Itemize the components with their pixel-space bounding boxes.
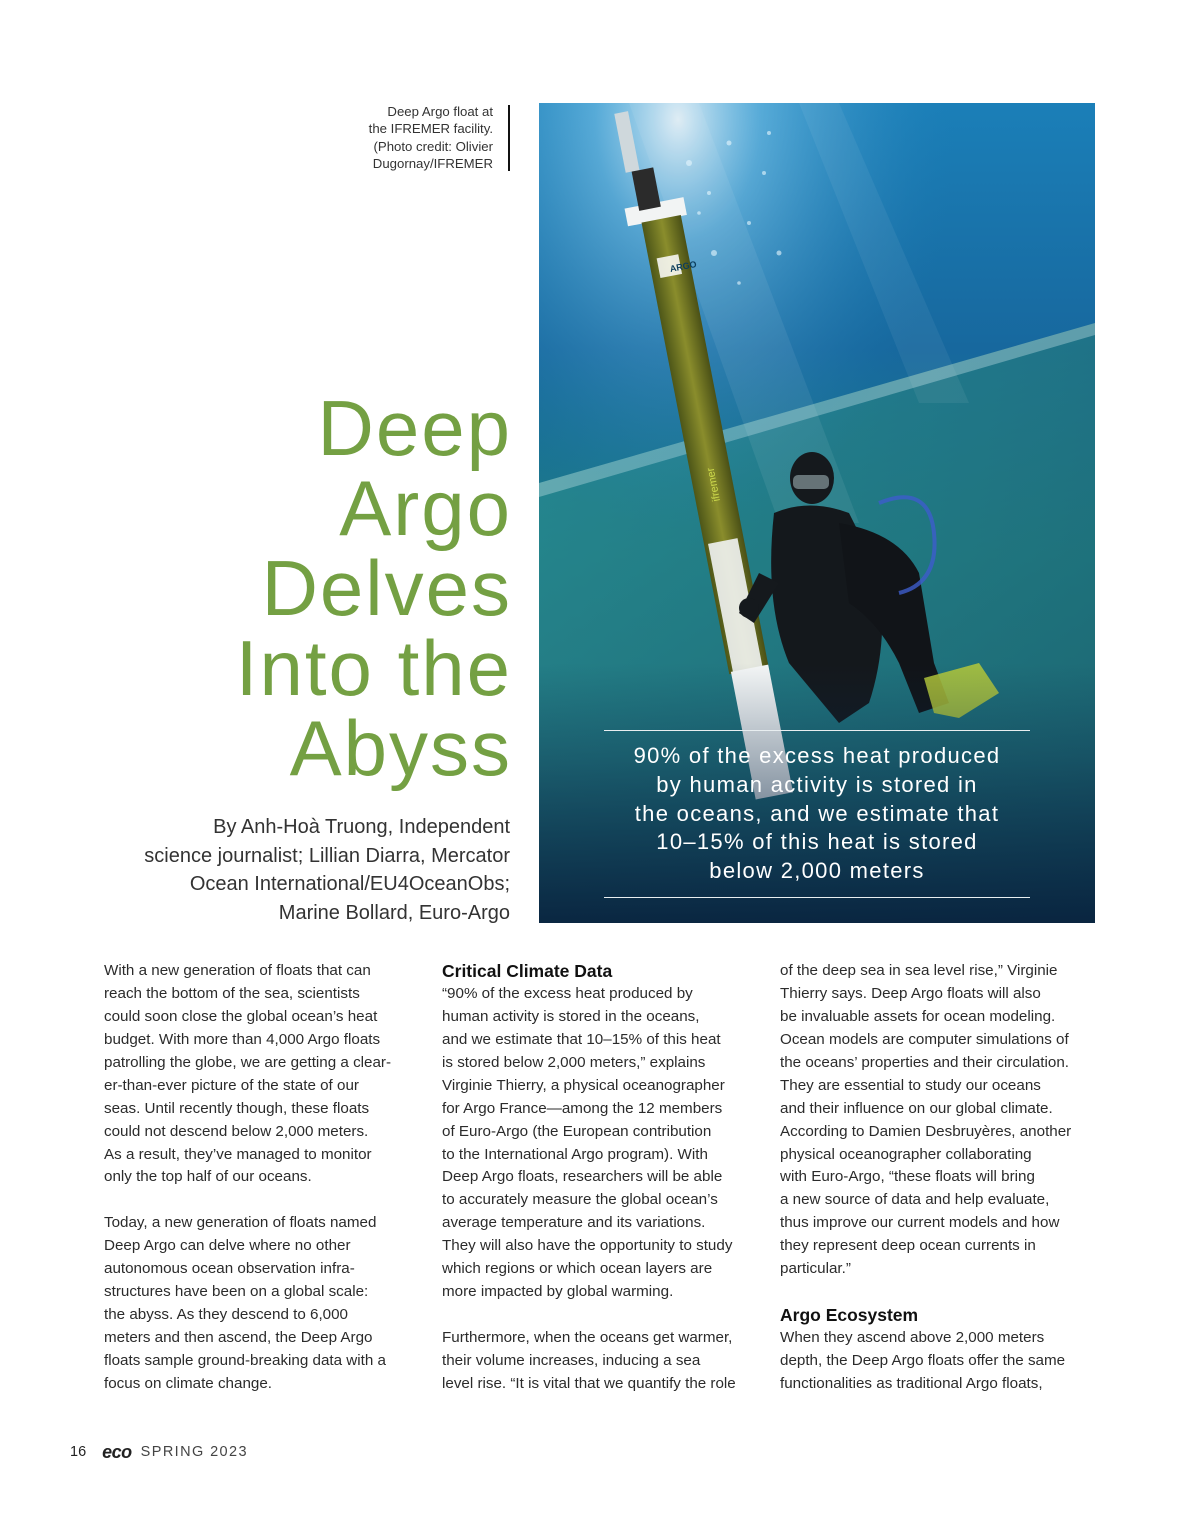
body-line: patrolling the globe, we are getting a clear- xyxy=(104,1053,392,1071)
body-line: budget. With more than 4,000 Argo floats xyxy=(104,1030,381,1048)
body-line: for Argo France—among the 12 members xyxy=(442,1099,723,1117)
float-label-argo: ARGO xyxy=(668,259,698,274)
body-line: is stored below 2,000 meters,” explains xyxy=(442,1053,706,1071)
body-line: and we estimate that 10–15% of this heat xyxy=(442,1030,721,1048)
page-footer xyxy=(70,1441,248,1463)
body-line: Furthermore, when the oceans get warmer, xyxy=(442,1329,733,1346)
article-headline xyxy=(150,384,512,792)
caption-line: (Photo credit: Olivier xyxy=(373,138,493,154)
body-line: With a new generation of floats that can xyxy=(104,962,371,979)
headline-line: Deep xyxy=(317,384,512,472)
body-line: “90% of the excess heat produced by xyxy=(442,984,693,1002)
body-line: could soon close the global ocean’s heat xyxy=(104,1007,378,1025)
caption-line: Dugornay/IFREMER xyxy=(372,155,493,171)
byline-line: Marine Bollard, Euro-Argo xyxy=(278,901,510,924)
issue-label: SPRING 2023 xyxy=(140,1444,248,1460)
body-line: Today, a new generation of floats named xyxy=(104,1214,377,1232)
body-line: the oceans’ properties and their circulation. xyxy=(780,1053,1070,1071)
body-line: level rise. “It is vital that we quantify the role xyxy=(442,1374,736,1392)
pullquote xyxy=(604,742,1030,886)
body-line: functionalities as traditional Argo floats, xyxy=(780,1374,1043,1392)
body-line: they represent deep ocean currents in xyxy=(780,1237,1036,1255)
byline-line: Ocean International/EU4OceanObs; xyxy=(189,873,510,895)
body-line: particular.” xyxy=(780,1260,851,1278)
paragraph-gap xyxy=(780,1281,1100,1304)
pullquote-line: 10–15% of this heat is stored xyxy=(656,829,978,855)
body-line: could not descend below 2,000 meters. xyxy=(104,1122,369,1140)
caption-line: Deep Argo float at xyxy=(387,104,493,119)
body-line: meters and then ascend, the Deep Argo xyxy=(104,1329,373,1346)
body-line: focus on climate change. xyxy=(104,1374,273,1392)
body-line: They will also have the opportunity to study xyxy=(442,1237,733,1255)
caption-divider xyxy=(508,105,510,171)
body-line: seas. Until recently though, these floats xyxy=(104,1099,370,1117)
body-line: to accurately measure the global ocean’s xyxy=(442,1191,718,1209)
body-line: floats sample ground-breaking data with a xyxy=(104,1351,386,1369)
headline-line: Abyss xyxy=(289,704,512,792)
pullquote-rule-top xyxy=(604,730,1030,731)
float-label-ifremer: ifremer xyxy=(704,466,723,503)
body-column-2 xyxy=(442,960,762,1396)
body-line: of Euro-Argo (the European contribution xyxy=(442,1122,712,1140)
body-line: more impacted by global warming. xyxy=(442,1283,674,1301)
body-line: the abyss. As they descend to 6,000 xyxy=(104,1306,349,1324)
body-line: Deep Argo can delve where no other xyxy=(104,1237,351,1255)
body-line: only the top half of our oceans. xyxy=(104,1168,312,1186)
body-line: physical oceanographer collaborating xyxy=(780,1145,1032,1163)
body-line: of the deep sea in sea level rise,” Virginie xyxy=(780,962,1058,979)
body-line: and their influence on our global climate. xyxy=(780,1099,1053,1117)
body-line: structures have been on a global scale: xyxy=(104,1283,369,1301)
body-line: human activity is stored in the oceans, xyxy=(442,1007,700,1025)
body-line: Deep Argo floats, researchers will be able xyxy=(442,1168,723,1186)
magazine-logo: eco xyxy=(102,1441,132,1462)
body-line: They are essential to study our oceans xyxy=(780,1076,1041,1094)
body-column-3 xyxy=(780,960,1100,1396)
section-heading-critical-climate-data: Critical Climate Data xyxy=(442,961,613,981)
headline-line: Delves xyxy=(261,544,512,632)
body-line: with Euro-Argo, “these floats will bring xyxy=(780,1168,1035,1186)
body-column-1 xyxy=(104,960,424,1396)
pullquote-rule-bottom xyxy=(604,897,1030,898)
paragraph-gap xyxy=(442,1304,762,1327)
byline-line: By Anh-Hoà Truong, Independent xyxy=(213,816,510,838)
byline-line: science journalist; Lillian Diarra, Mercator xyxy=(144,844,510,867)
paragraph-gap xyxy=(104,1189,424,1212)
pullquote-line: below 2,000 meters xyxy=(709,858,925,884)
pullquote-line: the oceans, and we estimate that xyxy=(634,800,1000,826)
body-line: reach the bottom of the sea, scientists xyxy=(104,984,360,1002)
body-line: Virginie Thierry, a physical oceanographer xyxy=(442,1076,725,1094)
headline-line: Into the xyxy=(235,624,512,712)
headline-line: Argo xyxy=(339,464,512,552)
body-line: Thierry says. Deep Argo floats will also xyxy=(780,984,1041,1002)
body-line: be invaluable assets for ocean modeling. xyxy=(780,1007,1056,1025)
body-line: thus improve our current models and how xyxy=(780,1214,1060,1232)
page-number: 16 xyxy=(70,1444,87,1460)
body-line: average temperature and its variations. xyxy=(442,1214,706,1232)
body-line: When they ascend above 2,000 meters xyxy=(780,1329,1045,1346)
photo-caption xyxy=(330,103,493,172)
body-line: As a result, they’ve managed to monitor xyxy=(104,1145,372,1163)
body-line: autonomous ocean observation infra- xyxy=(104,1260,355,1278)
body-line: which regions or which ocean layers are xyxy=(442,1260,713,1278)
body-line: er-than-ever picture of the state of our xyxy=(104,1076,359,1094)
caption-line: the IFREMER facility. xyxy=(368,121,493,137)
body-line: their volume increases, inducing a sea xyxy=(442,1351,701,1369)
body-line: a new source of data and help evaluate, xyxy=(780,1191,1050,1209)
body-line: Ocean models are computer simulations of xyxy=(780,1030,1069,1048)
byline xyxy=(90,813,510,927)
pullquote-line: by human activity is stored in xyxy=(656,771,978,797)
body-line: to the International Argo program). With xyxy=(442,1145,708,1163)
section-heading-argo-ecosystem: Argo Ecosystem xyxy=(780,1305,919,1326)
body-line: According to Damien Desbruyères, another xyxy=(780,1122,1072,1140)
body-line: depth, the Deep Argo floats offer the same xyxy=(780,1351,1066,1369)
pullquote-line: 90% of the excess heat produced xyxy=(633,743,1001,768)
